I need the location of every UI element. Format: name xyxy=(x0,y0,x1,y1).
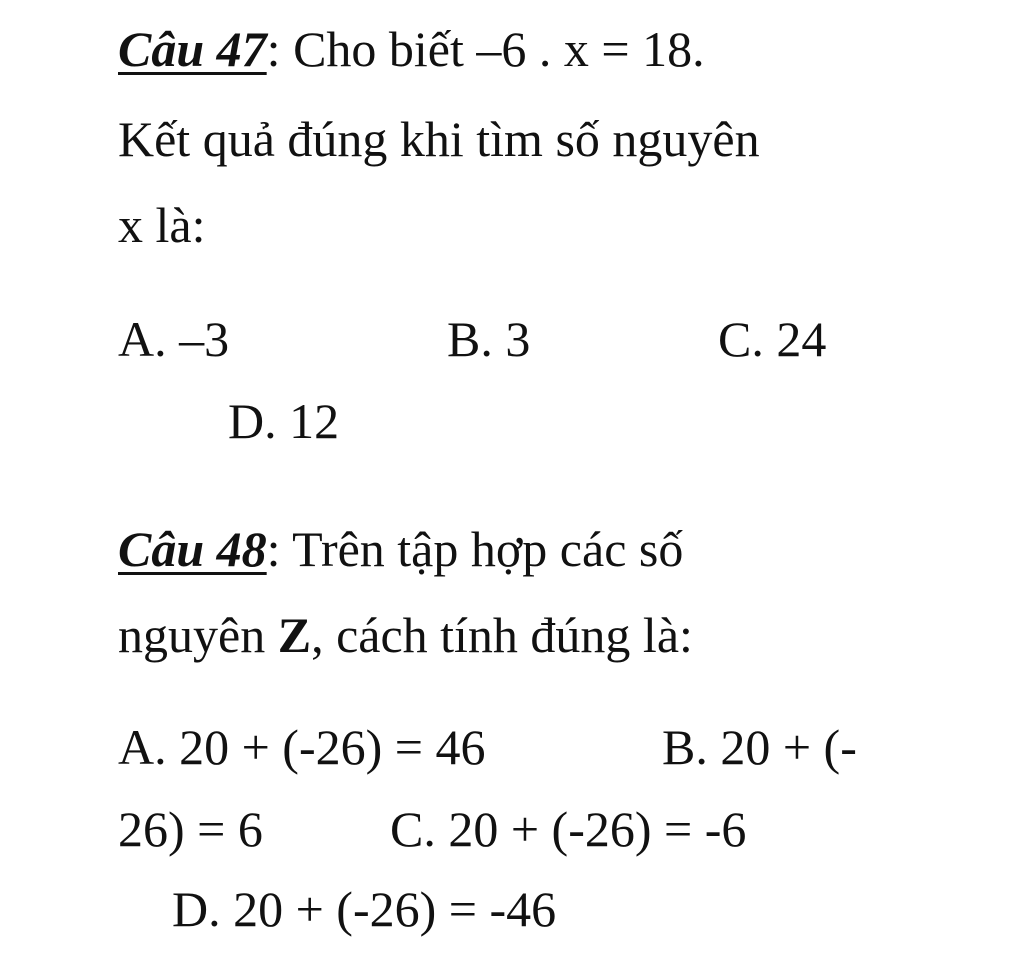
q48-option-a: A. 20 + (-26) = 46 xyxy=(118,719,486,775)
q47-option-d: D. 12 xyxy=(228,393,340,449)
q48-line-2 xyxy=(118,607,693,663)
q48-option-d: D. 20 + (-26) = -46 xyxy=(172,881,557,937)
q48-stem-1: : Trên tập hợp các số xyxy=(266,521,684,577)
q47-stem-3: x là: xyxy=(118,197,206,253)
q48-option-b-part2: 26) = 6 xyxy=(118,801,263,857)
q47-stem-1: : Cho biết –6 . x = 18. xyxy=(266,21,705,77)
q48-set-z: Z xyxy=(277,607,312,663)
q48-stem-2a: nguyên xyxy=(118,607,278,663)
q48-option-b-part1: B. 20 + (- xyxy=(662,719,857,775)
q47-line-1 xyxy=(118,21,705,77)
q48-option-c: C. 20 + (-26) = -6 xyxy=(390,801,747,857)
q47-label: Câu 47 xyxy=(118,21,267,77)
q47-option-b: B. 3 xyxy=(447,311,531,367)
q47-option-c: C. 24 xyxy=(718,311,827,367)
q47-option-a: A. –3 xyxy=(118,311,230,367)
q48-line-1 xyxy=(118,521,684,577)
q47-stem-2: Kết quả đúng khi tìm số nguyên xyxy=(118,111,760,167)
q48-stem-2b: , cách tính đúng là: xyxy=(311,607,693,663)
q48-label: Câu 48 xyxy=(118,521,267,577)
